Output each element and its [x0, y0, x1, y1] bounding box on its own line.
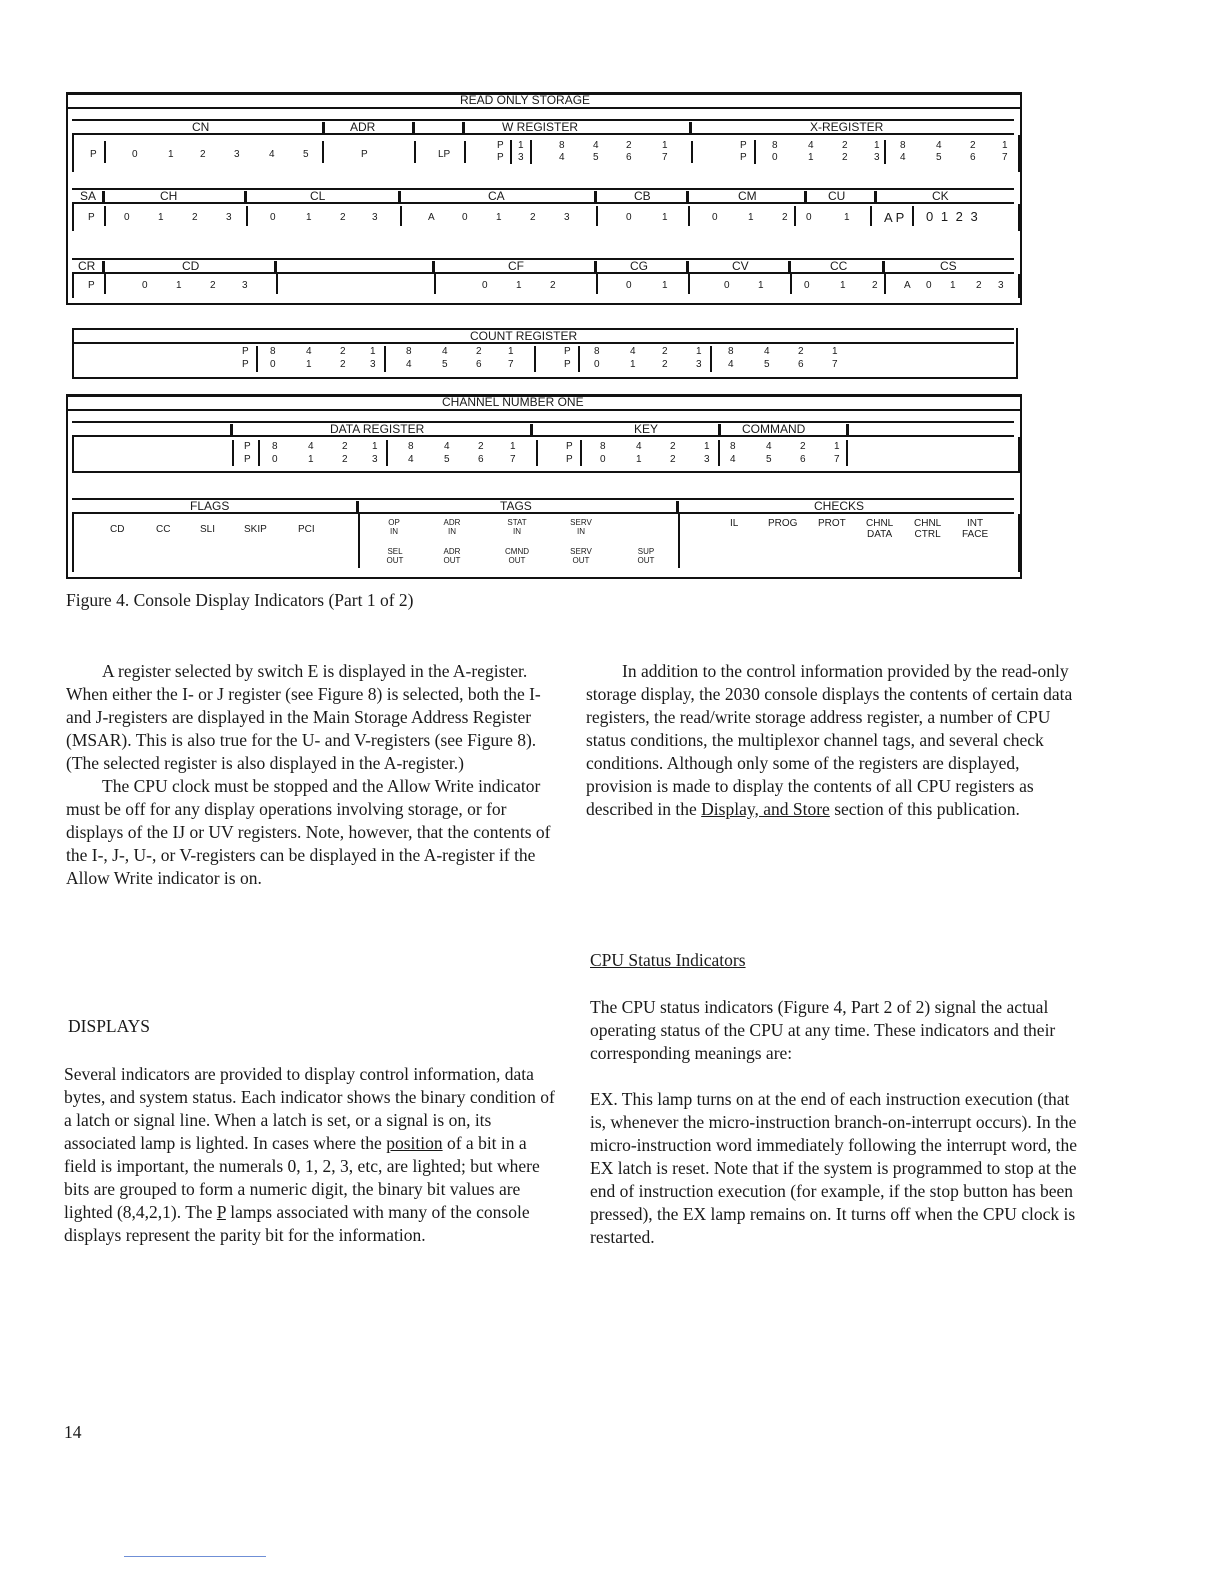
count-bottom-bit: 4: [728, 359, 734, 370]
tick: [244, 191, 247, 202]
count-bottom-bit: P: [564, 359, 571, 370]
check-prot: PROT: [818, 518, 846, 529]
divider: [534, 346, 536, 372]
cn-bit: 2: [200, 149, 206, 160]
cs-bit: A: [904, 280, 911, 291]
tick: [274, 261, 277, 272]
cs-label: CS: [940, 259, 957, 273]
divider: [596, 206, 598, 226]
cd-label: CD: [182, 259, 200, 273]
count-bottom-bit: 7: [508, 359, 514, 370]
ch-bit: 0: [124, 212, 130, 223]
data-register-label: DATA REGISTER: [330, 422, 425, 436]
ros-row1-header: [72, 119, 1014, 135]
ck-bits: 0 1 2 3: [926, 209, 980, 224]
channel-top-bit: 2: [800, 441, 806, 452]
cpu-status-heading: CPU Status Indicators: [590, 950, 746, 970]
channel-title: CHANNEL NUMBER ONE: [442, 395, 584, 409]
channel-bottom-bit: 1: [308, 454, 314, 465]
x-bottom-bit: 7: [1002, 152, 1008, 163]
channel-top-bit: 1: [834, 441, 840, 452]
count-top-bit: 8: [270, 346, 276, 357]
cl-bit: 1: [306, 212, 312, 223]
count-top-bit: 4: [306, 346, 312, 357]
ca-bit: 0: [462, 212, 468, 223]
tick: [874, 191, 877, 202]
check-il: IL: [730, 518, 739, 529]
count-bottom-bit: 6: [476, 359, 482, 370]
figure-caption: Figure 4. Console Display Indicators (Part 1 of 2): [66, 590, 414, 610]
tick: [322, 122, 325, 133]
cr-bit: P: [88, 280, 95, 291]
w-top-bit: 2: [626, 140, 632, 151]
divider: [530, 140, 532, 164]
channel-bottom-bit: 3: [372, 454, 378, 465]
ros-row3-bits: [72, 274, 1020, 298]
tick: [846, 424, 849, 435]
cd-bit: 0: [142, 280, 148, 291]
channel-bottom-bit: P: [244, 454, 251, 465]
channel-top-bit: 8: [600, 441, 606, 452]
tag-adr-out: ADR OUT: [443, 547, 461, 565]
cn-bit: 4: [269, 149, 275, 160]
divider: [578, 346, 580, 372]
count-bottom-bit: 3: [370, 359, 376, 370]
left-para-1: A register selected by switch E is displayed in the A-register. When either the I- or J register (see Figure 8) is selected, both the I- and J-registers are displayed in the Main Storage Address Register (MSAR). This is also true for the U- and V-registers (see Figure 8). (The selected register is also displayed in the A-register.): [66, 661, 541, 773]
tick: [594, 261, 597, 272]
cg-bit: 1: [662, 280, 668, 291]
channel-top-bit: 2: [342, 441, 348, 452]
x-top-bit: 1: [874, 140, 880, 151]
count-bottom-bit: P: [242, 359, 249, 370]
ros-row2-header: [72, 188, 1014, 204]
flags-title: FLAGS: [190, 499, 230, 513]
tick: [594, 191, 597, 202]
ca-bit: 3: [564, 212, 570, 223]
tag-sel-out: SEL OUT: [386, 547, 404, 565]
command-label: COMMAND: [742, 422, 806, 436]
divider: [414, 141, 416, 163]
ca-label: CA: [488, 189, 505, 203]
count-bottom-bit: 1: [306, 359, 312, 370]
tick: [102, 191, 105, 202]
cl-bit: 3: [372, 212, 378, 223]
channel-bottom-bit: 3: [704, 454, 710, 465]
channel-bottom-bit: 1: [636, 454, 642, 465]
cv-bit: 0: [724, 280, 730, 291]
right-para-3: EX. This lamp turns on at the end of each instruction execution (that is, whenever the micro-instruction branch-on-interrupt occurs). In the micro-instruction word immediately following the interrupt word, the EX latch is reset. Note that if the system is programmed to stop at the end of instruction execution (for example, if the stop button has been pressed), the EX lamp remains on. It turns off when the CPU clock is restarted.: [590, 1089, 1077, 1247]
check-int-face: INT FACE: [962, 518, 989, 540]
flag-cd: CD: [110, 524, 125, 535]
divider: [536, 440, 538, 466]
divider: [718, 440, 720, 466]
channel-top-bit: 1: [372, 441, 378, 452]
x-top-bit: 2: [970, 140, 976, 151]
divider: [104, 141, 106, 163]
divider: [596, 274, 598, 294]
channel-bottom-bit: 7: [834, 454, 840, 465]
check-chnl-data: CHNL DATA: [866, 518, 894, 540]
x-bottom-bit: P: [740, 152, 747, 163]
x-bottom-bit: 0: [772, 152, 778, 163]
cc-label: CC: [830, 259, 848, 273]
channel-header: [72, 421, 1014, 437]
cc-bit: 2: [872, 280, 878, 291]
flag-cc: CC: [156, 524, 171, 535]
channel-bottom-bit: 7: [510, 454, 516, 465]
count-bottom-bit: 6: [798, 359, 804, 370]
cs-bit: 2: [976, 280, 982, 291]
count-bottom-bit: 3: [696, 359, 702, 370]
cb-label: CB: [634, 189, 651, 203]
divider: [256, 346, 258, 372]
scan-rule: [124, 1556, 266, 1557]
x-bottom-bit: 6: [970, 152, 976, 163]
cf-label: CF: [508, 259, 524, 273]
divider: [464, 141, 466, 163]
flag-pci: PCI: [298, 524, 315, 535]
right-column-status: [590, 996, 1080, 1249]
cl-bit: 0: [270, 212, 276, 223]
cc-bit: 0: [804, 280, 810, 291]
w-top-bit: P: [497, 140, 504, 151]
count-top-bit: 2: [476, 346, 482, 357]
cl-label: CL: [310, 189, 326, 203]
cv-label: CV: [732, 259, 749, 273]
count-top-bit: P: [242, 346, 249, 357]
divider: [276, 274, 278, 294]
divider: [322, 141, 324, 163]
ros-title-rule: [66, 107, 1020, 109]
count-bottom-bit: 2: [662, 359, 668, 370]
divider: [691, 141, 693, 163]
tag-op-in: OP IN: [388, 518, 400, 536]
channel-top-bit: 8: [408, 441, 414, 452]
cn-bit: 3: [234, 149, 240, 160]
count-top-bit: P: [564, 346, 571, 357]
count-top-bit: 1: [370, 346, 376, 357]
channel-bottom-bit: 2: [342, 454, 348, 465]
cf-bit: 0: [482, 280, 488, 291]
tick: [686, 191, 689, 202]
count-top-bit: 1: [832, 346, 838, 357]
cs-bit: 3: [998, 280, 1004, 291]
channel-top-bit: 8: [730, 441, 736, 452]
cd-bit: 3: [242, 280, 248, 291]
channel-bottom-bit: 5: [766, 454, 772, 465]
cm-bit: 2: [782, 212, 788, 223]
tick: [676, 501, 679, 512]
divider: [688, 274, 690, 294]
cb-bit: 1: [662, 212, 668, 223]
sa-label: SA: [80, 189, 97, 203]
cs-bit: 1: [950, 280, 956, 291]
cu-bit: 1: [844, 212, 850, 223]
channel-bottom-bit: 6: [478, 454, 484, 465]
channel-bottom-bit: 0: [600, 454, 606, 465]
cn-bit: 1: [168, 149, 174, 160]
w-top-bit: 1: [518, 140, 524, 151]
channel-top-bit: 1: [704, 441, 710, 452]
ros-title: READ ONLY STORAGE: [460, 93, 591, 107]
divider: [790, 274, 792, 294]
channel-top-bit: 4: [636, 441, 642, 452]
w-register-label: W REGISTER: [502, 120, 579, 134]
count-top-bit: 2: [798, 346, 804, 357]
count-bottom-bit: 5: [764, 359, 770, 370]
displays-heading: DISPLAYS: [68, 1016, 151, 1036]
x-bottom-bit: 1: [808, 152, 814, 163]
tick: [718, 424, 721, 435]
right-column: [586, 660, 1086, 821]
channel-top-bit: P: [244, 441, 251, 452]
channel-top-bit: 1: [510, 441, 516, 452]
w-top-bit: 1: [662, 140, 668, 151]
ca-bit: A: [428, 212, 435, 223]
divider: [104, 206, 106, 226]
channel-top-bit: P: [566, 441, 573, 452]
divider: [386, 440, 388, 466]
count-bottom-bit: 4: [406, 359, 412, 370]
cc-bit: 1: [840, 280, 846, 291]
cd-bit: 1: [176, 280, 182, 291]
tick: [398, 191, 401, 202]
cf-bit: 2: [550, 280, 556, 291]
tick: [356, 501, 359, 512]
tick: [882, 261, 885, 272]
divider: [104, 274, 106, 294]
count-bottom-bit: 7: [832, 359, 838, 370]
count-top-bit: 8: [594, 346, 600, 357]
channel-top-bit: 4: [766, 441, 772, 452]
channel-top-bit: 2: [670, 441, 676, 452]
count-bottom-bit: 1: [630, 359, 636, 370]
channel-bottom-bit: P: [566, 454, 573, 465]
x-bottom-bit: 4: [900, 152, 906, 163]
cm-label: CM: [738, 189, 757, 203]
channel-bottom-bit: 6: [800, 454, 806, 465]
count-bottom-bit: 0: [594, 359, 600, 370]
divider: [870, 206, 872, 226]
channel-bottom-bit: 5: [444, 454, 450, 465]
tag-adr-in: ADR IN: [443, 518, 461, 536]
flag-skip: SKIP: [244, 524, 267, 535]
cl-bit: 2: [340, 212, 346, 223]
divider: [688, 206, 690, 226]
count-register-bits: [72, 344, 1014, 376]
divider: [794, 206, 796, 226]
divider: [358, 514, 360, 568]
left-column: [66, 660, 562, 890]
tick: [804, 191, 807, 202]
cr-label: CR: [78, 259, 96, 273]
cn-bit: 0: [132, 149, 138, 160]
tick: [462, 122, 465, 133]
key-label: KEY: [634, 422, 659, 436]
channel-bottom-bit: 2: [670, 454, 676, 465]
x-top-bit: 8: [900, 140, 906, 151]
left-column-displays: [64, 1063, 562, 1247]
cg-label: CG: [630, 259, 648, 273]
divider: [912, 206, 914, 226]
channel-top-bit: 4: [444, 441, 450, 452]
left-para-2: The CPU clock must be stopped and the Allow Write indicator must be off for any display operations involving storage, or for displays of the IJ or UV registers. Note, however, that the contents of the I-, J-, U-, or V-registers can be displayed in the A-register if the Allow Write indicator is on.: [66, 776, 551, 888]
ros-row3-header: [72, 258, 1014, 274]
ros-row2-bits: [72, 204, 1020, 231]
x-top-bit: P: [740, 140, 747, 151]
tick: [689, 122, 692, 133]
channel-bottom-bit: 4: [408, 454, 414, 465]
cu-label: CU: [828, 189, 846, 203]
channel-top-bit: 4: [308, 441, 314, 452]
channel-top-bit: 8: [272, 441, 278, 452]
count-register-header: [72, 328, 1014, 344]
cn-label: CN: [192, 120, 210, 134]
count-top-bit: 2: [340, 346, 346, 357]
divider: [580, 440, 582, 466]
count-top-bit: 1: [508, 346, 514, 357]
tag-serv-out: SERV OUT: [570, 547, 592, 565]
ch-bit: 2: [192, 212, 198, 223]
ca-bit: 1: [496, 212, 502, 223]
divider: [434, 274, 436, 294]
tick: [788, 261, 791, 272]
channel-top-bit: 2: [478, 441, 484, 452]
channel-bottom-bit: 0: [272, 454, 278, 465]
count-top-bit: 4: [442, 346, 448, 357]
divider: [846, 440, 848, 466]
w-bottom-bit: 6: [626, 152, 632, 163]
x-top-bit: 4: [808, 140, 814, 151]
cn-bit: P: [90, 149, 97, 160]
tag-cmnd-out: CMND OUT: [505, 547, 529, 565]
left-para-3: Several indicators are provided to display control information, data bytes, and system status. Each indicator shows the binary condition of a latch or signal line. When a latch is set, or a signal is on, its associated lamp is lighted. In cases where the position of a bit in a field is important, the numerals 0, 1, 2, 3, etc, are lighted; but where bits are grouped to form a numeric digit, the binary bit values are lighted (8,4,2,1). The P lamps associated with many of the console displays represent the parity bit for the information.: [64, 1064, 555, 1245]
tag-sup-out: SUP OUT: [637, 547, 655, 565]
count-top-bit: 4: [630, 346, 636, 357]
tick: [530, 424, 533, 435]
divider: [258, 440, 260, 466]
tag-stat-in: STAT IN: [507, 518, 527, 536]
cv-bit: 1: [758, 280, 764, 291]
w-bottom-bit: P: [497, 152, 504, 163]
check-chnl-ctrl: CHNL CTRL: [914, 518, 942, 540]
count-top-bit: 8: [728, 346, 734, 357]
x-top-bit: 2: [842, 140, 848, 151]
tick: [230, 424, 233, 435]
tags-title: TAGS: [500, 499, 532, 513]
status-header: [72, 498, 1014, 514]
lp-bit: LP: [438, 149, 451, 160]
x-top-bit: 8: [772, 140, 778, 151]
ch-bit: 3: [226, 212, 232, 223]
divider: [884, 274, 886, 294]
divider: [884, 140, 886, 164]
count-register-title: COUNT REGISTER: [470, 329, 578, 343]
ck-ap: A P: [884, 210, 905, 225]
cm-bit: 1: [748, 212, 754, 223]
w-top-bit: 8: [559, 140, 565, 151]
divider: [678, 514, 680, 568]
cu-bit: 0: [806, 212, 812, 223]
flag-sli: SLI: [200, 524, 216, 535]
cm-bit: 0: [712, 212, 718, 223]
divider: [754, 140, 756, 164]
adr-bit: P: [361, 149, 368, 160]
cn-bit: 5: [303, 149, 309, 160]
tag-serv-in: SERV IN: [570, 518, 592, 536]
checks-title: CHECKS: [814, 499, 865, 513]
cb-bit: 0: [626, 212, 632, 223]
divider: [510, 140, 512, 164]
sa-bit: P: [88, 212, 95, 223]
adr-label: ADR: [350, 120, 376, 134]
tick: [412, 122, 415, 133]
cd-bit: 2: [210, 280, 216, 291]
right-para-1: In addition to the control information provided by the read-only storage display, the 2030 console displays the contents of certain data registers, the read/write storage address register, a number of CPU status conditions, the multiplexor channel tags, and several check conditions. Although only some of the registers are displayed, provision is made to display the contents of all CPU registers as described in the Display, and Store section of this publication.: [586, 661, 1073, 819]
cs-bit: 0: [926, 280, 932, 291]
count-top-bit: 8: [406, 346, 412, 357]
tick: [686, 261, 689, 272]
count-top-bit: 2: [662, 346, 668, 357]
x-bottom-bit: 5: [936, 152, 942, 163]
x-register-label: X-REGISTER: [810, 120, 884, 134]
channel-bottom-bit: 4: [730, 454, 736, 465]
w-bottom-bit: 5: [593, 152, 599, 163]
w-bottom-bit: 7: [662, 152, 668, 163]
page-number: 14: [64, 1422, 82, 1442]
cf-bit: 1: [516, 280, 522, 291]
w-top-bit: 4: [593, 140, 599, 151]
ros-row1-bits: [72, 135, 1020, 172]
x-top-bit: 4: [936, 140, 942, 151]
count-bottom-bit: 5: [442, 359, 448, 370]
ca-bit: 2: [530, 212, 536, 223]
w-bottom-bit: 3: [518, 152, 524, 163]
ch-bit: 1: [158, 212, 164, 223]
tick: [102, 261, 105, 272]
count-bottom-bit: 2: [340, 359, 346, 370]
status-body: [72, 514, 1020, 572]
divider: [246, 206, 248, 226]
x-top-bit: 1: [1002, 140, 1008, 151]
tick: [432, 261, 435, 272]
ch-label: CH: [160, 189, 178, 203]
right-para-2: The CPU status indicators (Figure 4, Part 2 of 2) signal the actual operating status of the CPU at any time. These indicators and their corresponding meanings are:: [590, 997, 1056, 1063]
divider: [232, 440, 234, 466]
divider: [400, 206, 402, 226]
channel-bits: [72, 437, 1020, 473]
cg-bit: 0: [626, 280, 632, 291]
count-top-bit: 4: [764, 346, 770, 357]
w-bottom-bit: 4: [559, 152, 565, 163]
x-bottom-bit: 3: [874, 152, 880, 163]
count-top-bit: 1: [696, 346, 702, 357]
divider: [384, 346, 386, 372]
ck-label: CK: [932, 189, 949, 203]
count-bottom-bit: 0: [270, 359, 276, 370]
check-prog: PROG: [768, 518, 798, 529]
channel-title-rule: [66, 409, 1020, 411]
divider: [710, 346, 712, 372]
x-bottom-bit: 2: [842, 152, 848, 163]
